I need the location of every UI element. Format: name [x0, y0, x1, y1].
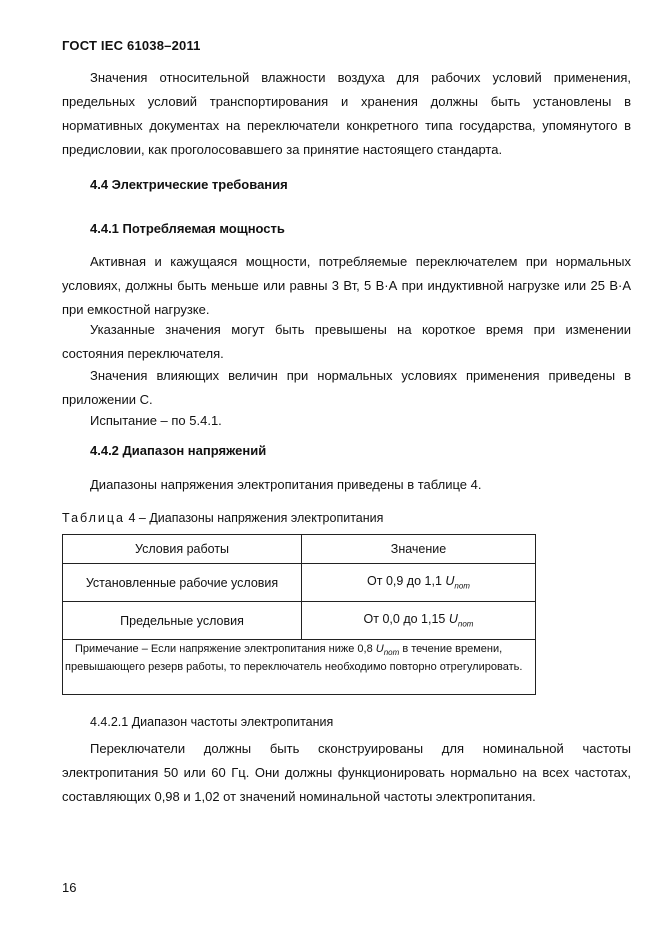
document-header: ГОСТ IEC 61038–2011	[62, 38, 201, 53]
table-cell-condition: Предельные условия	[63, 602, 302, 640]
table-caption-word: Таблица	[62, 511, 126, 525]
table-row	[63, 602, 536, 640]
table-header-value: Значение	[302, 535, 536, 564]
note-text: Примечание – Если напряжение электропитания ниже 0,8	[75, 643, 376, 655]
table-row	[63, 564, 536, 602]
table-cell-condition: Установленные рабочие условия	[63, 564, 302, 602]
paragraph-test: Испытание – по 5.4.1.	[90, 413, 222, 428]
paragraph-frequency: Переключатели должны быть сконструированы для номинальной частоты электропитания 50 или 60 Гц. Они должны функционировать нормально на всех частотах, составляющих 0,98 и 1,02 от значений номинальной частоты электропитания.	[62, 741, 631, 804]
paragraph-power: Активная и кажущаяся мощности, потребляемые переключателем при нормальных условиях, должны быть меньше или равны 3 Вт, 5 В·А при индуктивной нагрузке или 25 В·А при емкостной нагрузке.	[62, 254, 631, 317]
value-subscript: nom	[457, 619, 474, 629]
table-header-conditions: Условия работы	[63, 535, 302, 564]
value-symbol: U	[448, 612, 458, 627]
page-number: 16	[62, 880, 77, 895]
heading-4-4-2: 4.4.2 Диапазон напряжений	[90, 443, 267, 458]
heading-4-4: 4.4 Электрические требования	[90, 177, 288, 192]
table-note-row	[63, 640, 536, 695]
paragraph-humidity: Значения относительной влажности воздуха для рабочих условий применения, предельных условий транспортирования и хранения должны быть установлены в нормативных документах на переключатели конкретного типа государства, упомянутого в предисловии, как проголосовавшего за принятие настоящего стандарта.	[62, 70, 631, 157]
table-header-row	[63, 535, 536, 564]
value-subscript: nom	[454, 581, 470, 591]
table-note	[63, 640, 536, 695]
table-cell-value	[302, 602, 536, 640]
paragraph-exceed: Указанные значения могут быть превышены на короткое время при изменении состояния переключателя.	[62, 322, 631, 361]
table-cell-value	[302, 564, 536, 602]
value-symbol: U	[445, 574, 455, 589]
note-subscript: nom	[383, 648, 400, 658]
note-text-end: в течение времени, превышающего резерв работы, то переключатель необходимо повторно отрегулировать.	[65, 643, 523, 674]
voltage-table	[62, 534, 536, 695]
table-caption	[62, 511, 383, 525]
paragraph-ranges: Диапазоны напряжения электропитания приведены в таблице 4.	[90, 477, 482, 492]
paragraph-influence: Значения влияющих величин при нормальных условиях применения приведены в приложении С.	[62, 368, 631, 407]
heading-4-4-1: 4.4.1 Потребляемая мощность	[90, 221, 285, 236]
table-caption-text: 4 – Диапазоны напряжения электропитания	[125, 511, 384, 525]
heading-4-4-2-1: 4.4.2.1 Диапазон частоты электропитания	[90, 715, 334, 729]
value-text: От 0,0 до 1,15	[363, 612, 449, 627]
value-text: От 0,9 до 1,1	[367, 574, 446, 589]
note-symbol: U	[375, 643, 384, 655]
